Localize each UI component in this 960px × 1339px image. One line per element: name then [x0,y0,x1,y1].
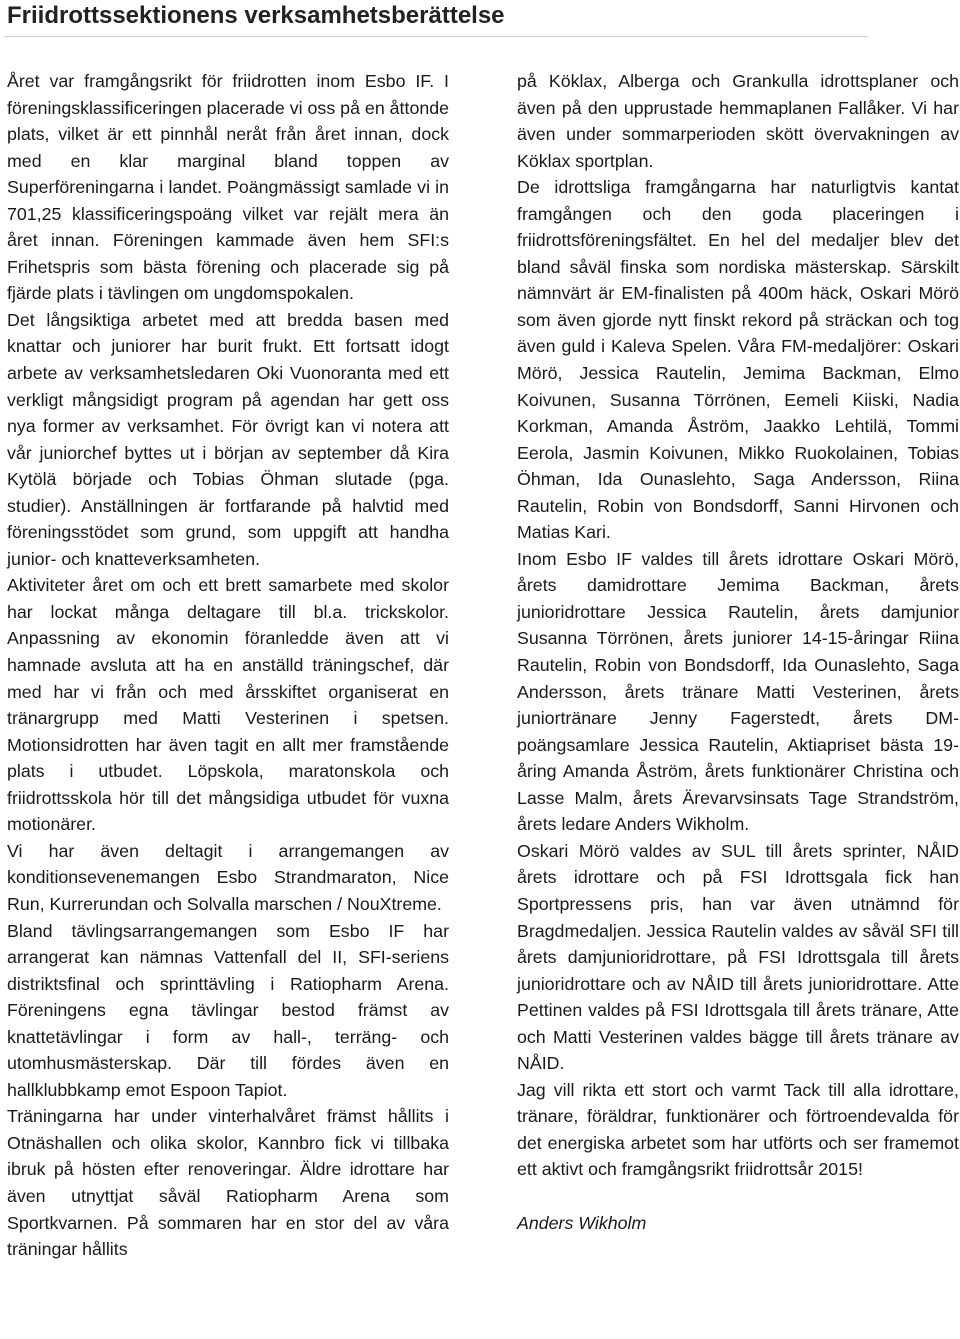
paragraph: Aktiviteter året om och ett brett samarbete med skolor har lockat många deltagare till bl.a. trickskolor. Anpassning av ekonomin föranledde även att vi hamnade avsluta att ha en anställd träningschef, där med har vi från och med årsskiftet organiserat en tränargrupp med Matti Vesterinen i spetsen. Motionsidrotten har även tagit en allt mer framstående plats i utbudet. Löpskola, maratonskola och friidrottsskola hör till det mångsidiga utbudet för vuxna motionärer. [7,575,449,835]
paragraph: på Köklax, Alberga och Grankulla idrottsplaner och även på den upprustade hemmaplanen Fallåker. Vi har även under sommarperioden skött övervakningen av Köklax sportplan. [517,71,959,171]
paragraph: De idrottsliga framgångarna har naturligtvis kantat framgången och den goda placeringen i friidrottsföreningsfältet. En hel del medaljer blev det bland såväl finska som nordiska mästerskap. Särskilt nämnvärt är EM-finalisten på 400m häck, Oskari Mörö som även gjorde nytt finskt rekord på sträckan och tog även guld i Kaleva Spelen. Våra FM-medaljörer: Oskari Mörö, Jessica Rautelin, Jemima Backman, Elmo Koivunen, Susanna Törrönen, Eemeli Kiiski, Nadia Korkman, Amanda Åström, Jaakko Lehtilä, Tommi Eerola, Jasmin Koivunen, Mikko Ruokolainen, Tobias Öhman, Ida Ounaslehto, Saga Andersson, Riina Rautelin, Robin von Bondsdorff, Sanni Hirvonen och Matias Kari. [517,177,959,543]
paragraph: Vi har även deltagit i arrangemangen av konditionsevenemangen Esbo Strandmaraton, Nice Run, Kurrerundan och Solvalla marschen / NouXtreme. [7,840,449,914]
signature: Anders Wikholm [517,1212,647,1233]
left-column [7,68,449,1263]
right-column [517,68,959,1236]
paragraph: Inom Esbo IF valdes till årets idrottare Oskari Mörö, årets damidrottare Jemima Backman, årets junioridrottare Jessica Rautelin, årets damjunior Susanna Törrönen, årets juniorer 14-15-åringar Riina Rautelin, Robin von Bondsdorff, Ida Ounaslehto, Saga Andersson, årets tränare Matti Vesterinen, årets juniortränare Jenny Fagerstedt, årets DM-poängsamlare Jessica Rautelin, Aktiapriset bästa 19-åring Amanda Åström, årets funktionärer Christina och Lasse Malm, årets Ärevarvsinsats Tage Strandström, årets ledare Anders Wikholm. [517,548,959,835]
paragraph: Det långsiktiga arbetet med att bredda basen med knattar och juniorer har burit frukt. Ett fortsatt idogt arbete av verksamhetsledaren Oki Vuonoranta med ett verkligt mångsidigt program på agendan har gett oss nya former av verksamhet. För övrigt kan vi notera att vår juniorchef byttes ut i början av september då Kira Kytölä började och Tobias Öhman slutade (pga. studier). Anställningen är fortfarande på halvtid med föreningsstödet som grund, som uppgift att handha junior- och knatteverksamheten. [7,309,449,569]
paragraph: Träningarna har under vinterhalvåret främst hållits i Otnäshallen och olika skolor, Kannbro fick vi tillbaka ibruk på hösten efter renoveringar. Äldre idrottare har även utnyttjat såväl Ratiopharm Arena som Sportkvarnen. På sommaren har en stor del av våra träningar hållits [7,1106,449,1260]
paragraph: Året var framgångsrikt för friidrotten inom Esbo IF. I föreningsklassificeringen placerade vi oss på en åttonde plats, vilket är ett pinnhål neråt från året innan, dock med en klar marginal bland toppen av Superföreningarna i landet. Poängmässigt samlade vi in 701,25 klassificeringspoäng vilket var rejält mera än året innan. Föreningen kammade även hem SFI:s Frihetspris som bästa förening och placerade sig på fjärde plats i tävlingen om ungdomspokalen. [7,71,449,304]
paragraph: Bland tävlingsarrangemangen som Esbo IF har arrangerat kan nämnas Vattenfall del II, SFI-seriens distriktsfinal och sprinttävling i Ratiopharm Arena. Föreningens egna tävlingar bestod främst av knattetävlingar i form av hall-, terräng- och utomhusmästerskap. Där till fördes även en hallklubbkamp emot Espoon Tapiot. [7,920,449,1100]
page-title: Friidrottssektionens verksamhetsberättelse [7,2,505,29]
paragraph: Jag vill rikta ett stort och varmt Tack till alla idrottare, tränare, föräldrar, funktionärer och förtroendevalda för det energiska arbetet som har utförts och ser framemot ett aktivt och framgångsrikt friidrottsår 2015! [517,1079,959,1180]
title-divider [4,36,868,37]
paragraph: Oskari Mörö valdes av SUL till årets sprinter, NÅID årets idrottare och på FSI Idrottsgala fick han Sportpressens pris, han var även utnämnd för Bragdmedaljen. Jessica Rautelin valdes av såväl SFI till årets damjunioridrottare, på FSI Idrottsgala till årets junioridrottare och av NÅID till årets junioridrottare. Atte Pettinen valdes på FSI Idrottsgala till årets tränare, Atte och Matti Vesterinen valdes bägge till årets tränare av NÅID. [517,840,959,1074]
